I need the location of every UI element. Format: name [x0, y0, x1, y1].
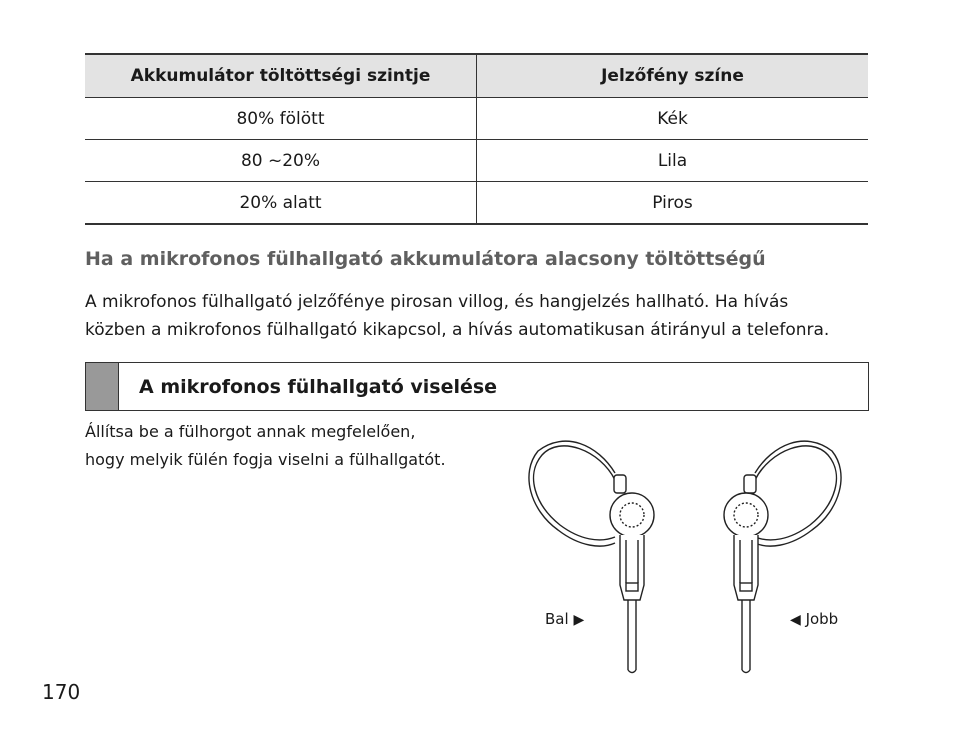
earphone-illustration [520, 425, 880, 685]
column-header-battery-level: Akkumulátor töltöttségi szintje [85, 54, 477, 98]
page-number: 170 [42, 680, 81, 704]
right-label [790, 610, 838, 628]
table-row [85, 182, 868, 225]
battery-level-table [85, 53, 868, 225]
instruction-line: hogy melyik fülén fogja viselni a fülhallgatót. [85, 450, 446, 469]
wearing-instruction [85, 418, 515, 474]
table-cell-level: 80% fölött [85, 98, 477, 140]
paragraph-line: A mikrofonos fülhallgató jelzőfénye pirosan villog, és hangjelzés hallható. Ha hívás [85, 292, 789, 312]
table-row [85, 140, 868, 182]
section-title: A mikrofonos fülhallgató viselése [139, 375, 498, 398]
low-battery-heading: Ha a mikrofonos fülhallgató akkumulátora alacsony töltöttségű [85, 248, 766, 270]
instruction-line: Állítsa be a fülhorgot annak megfelelően, [85, 422, 416, 441]
paragraph-line: közben a mikrofonos fülhallgató kikapcsol, a hívás automatikusan átirányul a telefonra. [85, 320, 830, 340]
right-earphone-image [724, 441, 841, 672]
table-cell-color: Piros [477, 182, 869, 225]
right-label-text: Jobb [805, 610, 839, 628]
section-marker [86, 363, 119, 410]
table-cell-level: 80 ~20% [85, 140, 477, 182]
column-header-indicator-color: Jelzőfény színe [477, 54, 869, 98]
left-pointing-triangle-icon: ◀ [790, 612, 801, 628]
section-header [85, 362, 869, 411]
table-row [85, 98, 868, 140]
left-earphone-image [529, 441, 654, 672]
left-label [545, 610, 584, 628]
right-pointing-triangle-icon: ▶ [573, 612, 585, 628]
left-label-text: Bal [545, 610, 569, 628]
table-header-row [85, 54, 868, 98]
table-cell-color: Lila [477, 140, 869, 182]
low-battery-paragraph [85, 288, 875, 344]
table-cell-color: Kék [477, 98, 869, 140]
table-cell-level: 20% alatt [85, 182, 477, 225]
